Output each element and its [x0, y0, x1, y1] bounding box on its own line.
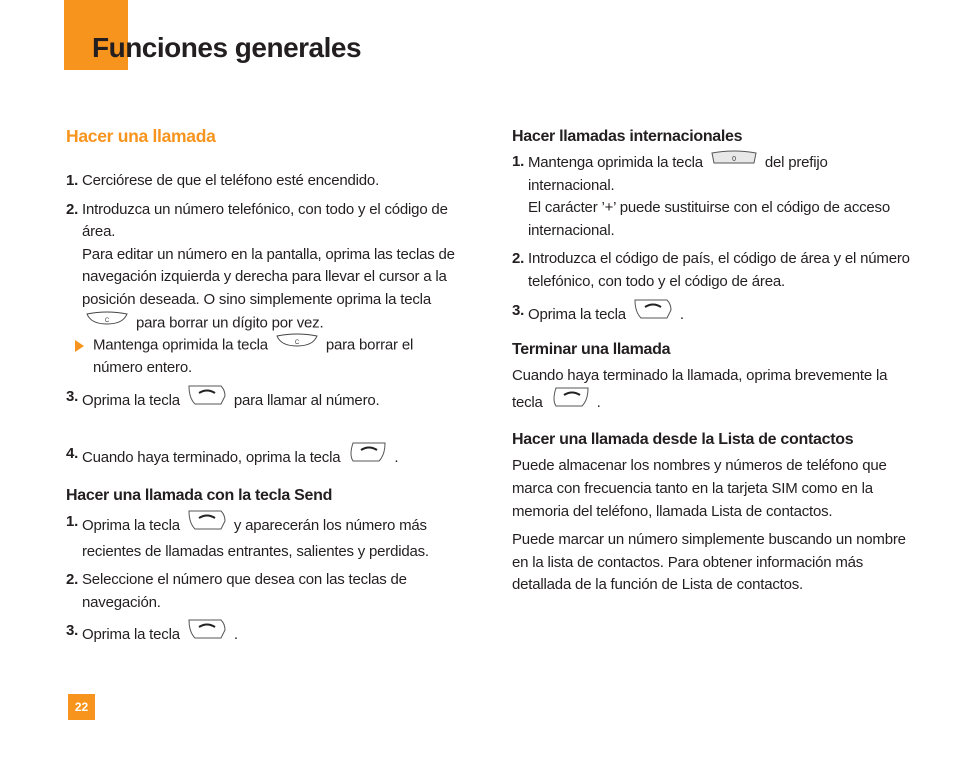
section-heading-international: Hacer llamadas internacionales [512, 128, 743, 145]
contacts-paragraph-1: Puede almacenar los nombres y números de teléfono que marca con frecuencia tanto en la tarjeta SIM como en la memoria del teléfono, llamada Lista de contactos. [512, 457, 887, 520]
send-key-icon [187, 384, 227, 414]
end-call-paragraph: Cuando haya terminado la llamada, oprima brevemente la tecla . [512, 365, 912, 417]
contacts-paragraph-2: Puede marcar un número simplemente buscando un nombre en la lista de contactos. Para obtener información más detallada de la función de Lista de contactos. [512, 531, 906, 594]
page-number: 22 [68, 694, 95, 720]
list-item: 2. Seleccione el número que desea con las teclas de navegación. [66, 571, 407, 611]
send-key-icon [187, 618, 227, 648]
list-item: 3. Oprima la tecla . [66, 620, 466, 650]
list-item: 1. Mantenga oprimida la tecla 0 del prefijo internacional. El carácter ’+’ puede sustituirse con el código de acceso internacional. [512, 151, 912, 242]
svg-text:C: C [294, 340, 299, 347]
list-item: 1. Oprima la tecla y aparecerán los número más recientes de llamadas entrantes, salientes y perdidas. [66, 511, 466, 563]
end-key-icon [550, 386, 590, 416]
clear-key-icon [275, 332, 319, 355]
zero-key-icon [710, 149, 758, 173]
note-arrow-icon [75, 340, 84, 352]
end-key-icon [347, 441, 387, 471]
send-key-icon [187, 509, 227, 539]
left-column [66, 126, 466, 650]
right-column [512, 126, 912, 597]
section-heading-contacts: Hacer una llamada desde la Lista de contactos [512, 431, 854, 449]
list-item: 1. Cerciórese de que el teléfono esté encendido. [66, 172, 380, 189]
clear-key-icon [85, 310, 129, 333]
section-heading-make-call: Hacer una llamada [66, 126, 216, 146]
list-item: 2. Introduzca un número telefónico, con todo y el código de área. Para editar un número en la pantalla, oprima las teclas de navegación izquierda y derecha para llevar el cursor a la posición deseada. O sino simplemente oprima la tecla C para borrar un dígito por vez. [66, 200, 455, 331]
svg-text:0: 0 [732, 156, 736, 163]
list-item: 4. Cuando haya terminado, oprima la tecla . [66, 443, 466, 473]
list-item: 3. Oprima la tecla . [512, 300, 912, 330]
list-item: 3. Oprima la tecla para llamar al número. [66, 386, 466, 416]
page-title: Funciones generales [92, 32, 362, 63]
svg-text:C: C [104, 317, 110, 324]
list-item: 2. Introduzca el código de país, el código de área y el número telefónico, con todo y el código de área. [512, 250, 910, 290]
section-heading-send-key: Hacer una llamada con la tecla Send [66, 487, 333, 505]
send-key-icon [633, 298, 673, 328]
note: Mantenga oprimida la tecla C para borrar el número entero. [66, 334, 466, 379]
section-heading-end-call: Terminar una llamada [512, 341, 671, 359]
